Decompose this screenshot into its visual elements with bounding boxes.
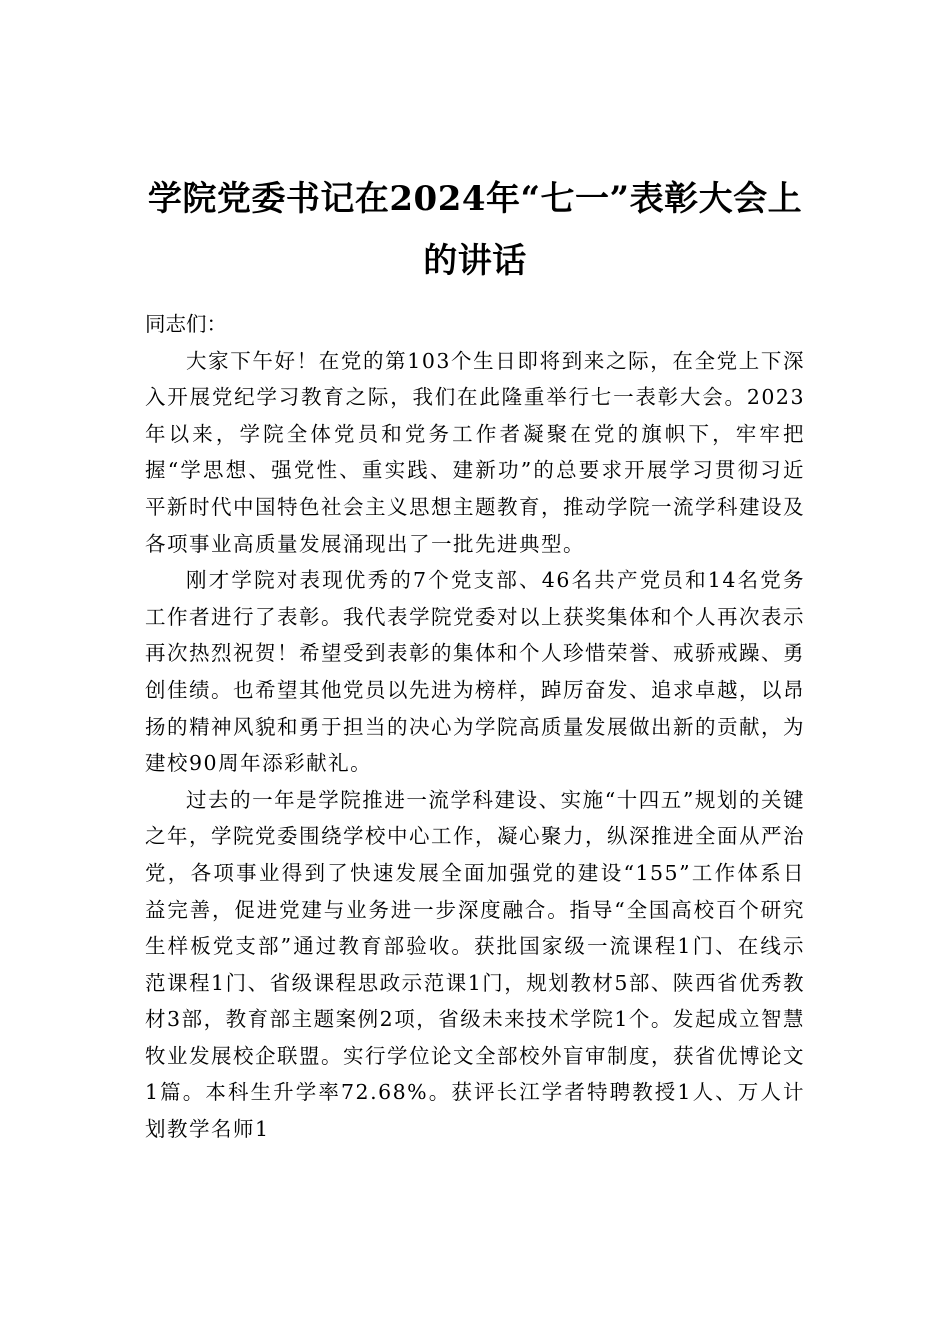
salutation: 同志们： — [145, 312, 227, 336]
document-body — [145, 306, 805, 1148]
paragraph-3: 过去的一年是学院推进一流学科建设、实施“十四五”规划的关键之年，学院党委围绕学校中心工作，凝心聚力，纵深推进全面从严治党，各项事业得到了快速发展全面加强党的建设“155”工作体系日益完善，促进党建与业务进一步深度融合。指导“全国高校百个研究生样板党支部”通过教育部验收。获批国家级一流课程1门、在线示范课程1门、省级课程思政示范课1门，规划教材5部、陕西省优秀教材3部，教育部主题案例2项，省级未来技术学院1个。发起成立智慧牧业发展校企联盟。实行学位论文全部校外盲审制度，获省优博论文1篇。本科生升学率72.68%。获评长江学者特聘教授1人、万人计划教学名师1 — [145, 787, 805, 1142]
paragraph-1: 大家下午好！在党的第103个生日即将到来之际，在全党上下深入开展党纪学习教育之际，我们在此隆重举行七一表彰大会。2023年以来，学院全体党员和党务工作者凝聚在党的旗帜下，牢牢把握“学思想、强党性、重实践、建新功”的总要求开展学习贯彻习近平新时代中国特色社会主义思想主题教育，推动学院一流学科建设及各项事业高质量发展涌现出了一批先进典型。 — [145, 348, 805, 556]
document-title: 学院党委书记在2024年“七一”表彰大会上的讲话 — [147, 179, 803, 281]
paragraph-2: 刚才学院对表现优秀的7个党支部、46名共产党员和14名党务工作者进行了表彰。我代表学院党委对以上获奖集体和个人再次表示再次热烈祝贺！希望受到表彰的集体和个人珍惜荣誉、戒骄戒躁、勇创佳绩。也希望其他党员以先进为榜样，踔厉奋发、追求卓越，以昂扬的精神风貌和勇于担当的决心为学院高质量发展做出新的贡献，为建校90周年添彩献礼。 — [145, 568, 805, 776]
